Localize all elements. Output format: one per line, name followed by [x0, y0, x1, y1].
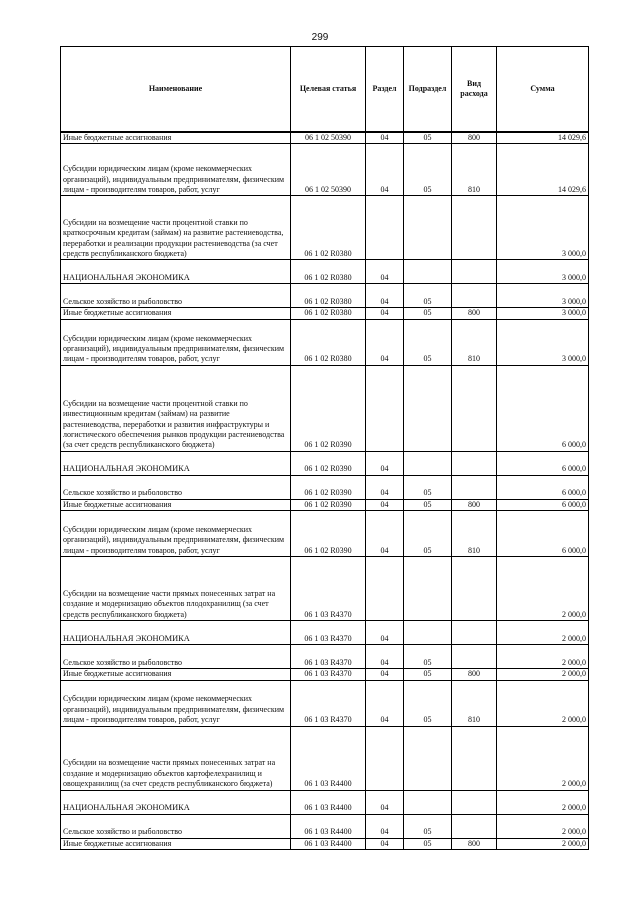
- cell-subsection: 05: [404, 144, 452, 196]
- cell-target: 06 1 03 R4400: [291, 790, 366, 814]
- table-row: [61, 814, 589, 838]
- cell-name: НАЦИОНАЛЬНАЯ ЭКОНОМИКА: [61, 451, 291, 475]
- table-row: [61, 726, 589, 790]
- cell-target: 06 1 02 50390: [291, 132, 366, 144]
- cell-target: 06 1 03 R4370: [291, 621, 366, 645]
- cell-target: 06 1 02 R0390: [291, 511, 366, 557]
- cell-expense-type: [452, 284, 497, 308]
- cell-expense-type: [452, 365, 497, 451]
- cell-name: Иные бюджетные ассигнования: [61, 499, 291, 510]
- cell-section: 04: [366, 132, 404, 144]
- table-row: [61, 365, 589, 451]
- cell-section: 04: [366, 260, 404, 284]
- cell-sum: 2 000,0: [497, 645, 589, 669]
- cell-subsection: 05: [404, 284, 452, 308]
- cell-sum: 2 000,0: [497, 621, 589, 645]
- cell-target: 06 1 02 R0380: [291, 196, 366, 260]
- table-row: [61, 132, 589, 144]
- cell-target: 06 1 02 R0390: [291, 475, 366, 499]
- cell-section: 04: [366, 680, 404, 726]
- table-row: [61, 284, 589, 308]
- cell-section: 04: [366, 790, 404, 814]
- cell-sum: 2 000,0: [497, 814, 589, 838]
- cell-expense-type: 800: [452, 308, 497, 319]
- cell-target: 06 1 02 R0380: [291, 284, 366, 308]
- cell-sum: 2 000,0: [497, 838, 589, 849]
- header-subsection: Подраздел: [404, 47, 452, 133]
- cell-name: Субсидии юридическим лицам (кроме некоммерческих организаций), индивидуальным предпринимателям, физическим лицам - производителям товаров, работ, услуг: [61, 319, 291, 365]
- cell-name: Сельское хозяйство и рыболовство: [61, 284, 291, 308]
- budget-table: [60, 46, 589, 850]
- cell-subsection: [404, 196, 452, 260]
- cell-subsection: 05: [404, 814, 452, 838]
- cell-sum: 2 000,0: [497, 726, 589, 790]
- page-number: 299: [311, 32, 329, 43]
- cell-target: 06 1 03 R4370: [291, 557, 366, 621]
- cell-expense-type: [452, 814, 497, 838]
- cell-expense-type: [452, 726, 497, 790]
- cell-section: 04: [366, 284, 404, 308]
- cell-sum: 6 000,0: [497, 475, 589, 499]
- cell-subsection: [404, 790, 452, 814]
- cell-sum: 14 029,6: [497, 132, 589, 144]
- cell-name: Сельское хозяйство и рыболовство: [61, 475, 291, 499]
- header-expense-type: Вид расхода: [452, 47, 497, 133]
- table-row: [61, 790, 589, 814]
- cell-sum: 2 000,0: [497, 669, 589, 680]
- table-row: [61, 308, 589, 319]
- cell-sum: 6 000,0: [497, 499, 589, 510]
- cell-section: 04: [366, 499, 404, 510]
- cell-section: 04: [366, 308, 404, 319]
- cell-name: НАЦИОНАЛЬНАЯ ЭКОНОМИКА: [61, 621, 291, 645]
- table-row: [61, 451, 589, 475]
- cell-subsection: 05: [404, 132, 452, 144]
- cell-expense-type: [452, 196, 497, 260]
- cell-name: Субсидии юридическим лицам (кроме некоммерческих организаций), индивидуальным предпринимателям, физическим лицам - производителям товаров, работ, услуг: [61, 511, 291, 557]
- cell-subsection: 05: [404, 499, 452, 510]
- cell-expense-type: 800: [452, 838, 497, 849]
- cell-expense-type: [452, 260, 497, 284]
- table-row: [61, 621, 589, 645]
- cell-name: Субсидии на возмещение части прямых понесенных затрат на создание и модернизацию объектов плодохранилищ (за счет средств республиканского бюджета): [61, 557, 291, 621]
- cell-name: Иные бюджетные ассигнования: [61, 669, 291, 680]
- cell-expense-type: 810: [452, 144, 497, 196]
- table-body: [61, 132, 589, 850]
- cell-expense-type: 800: [452, 669, 497, 680]
- cell-name: Субсидии на возмещение части процентной ставки по краткосрочным кредитам (займам) на развитие растениеводства, переработки и реализации продукции растениеводства (за счет средств республиканского бюджета): [61, 196, 291, 260]
- cell-section: 04: [366, 814, 404, 838]
- table-row: [61, 319, 589, 365]
- cell-subsection: 05: [404, 511, 452, 557]
- cell-target: 06 1 02 R0380: [291, 319, 366, 365]
- table-header-row: [61, 47, 589, 133]
- cell-expense-type: 810: [452, 319, 497, 365]
- cell-section: 04: [366, 319, 404, 365]
- cell-sum: 6 000,0: [497, 451, 589, 475]
- cell-expense-type: 800: [452, 499, 497, 510]
- cell-subsection: [404, 451, 452, 475]
- table-row: [61, 499, 589, 510]
- cell-section: 04: [366, 621, 404, 645]
- cell-section: 04: [366, 838, 404, 849]
- cell-subsection: [404, 557, 452, 621]
- header-section: Раздел: [366, 47, 404, 133]
- table-row: [61, 669, 589, 680]
- cell-section: 04: [366, 475, 404, 499]
- cell-subsection: 05: [404, 680, 452, 726]
- cell-section: 04: [366, 645, 404, 669]
- cell-sum: 3 000,0: [497, 284, 589, 308]
- cell-name: Иные бюджетные ассигнования: [61, 838, 291, 849]
- cell-name: Иные бюджетные ассигнования: [61, 132, 291, 144]
- cell-name: Иные бюджетные ассигнования: [61, 308, 291, 319]
- cell-target: 06 1 02 R0390: [291, 499, 366, 510]
- cell-sum: 14 029,6: [497, 144, 589, 196]
- table-row: [61, 557, 589, 621]
- cell-sum: 2 000,0: [497, 680, 589, 726]
- cell-sum: 2 000,0: [497, 557, 589, 621]
- cell-sum: 3 000,0: [497, 308, 589, 319]
- cell-target: 06 1 03 R4370: [291, 645, 366, 669]
- cell-expense-type: [452, 475, 497, 499]
- cell-section: 04: [366, 144, 404, 196]
- cell-target: 06 1 02 R0380: [291, 308, 366, 319]
- cell-target: 06 1 03 R4400: [291, 726, 366, 790]
- cell-section: [366, 196, 404, 260]
- header-sum: Сумма: [497, 47, 589, 133]
- cell-target: 06 1 02 R0390: [291, 451, 366, 475]
- cell-expense-type: 810: [452, 680, 497, 726]
- cell-section: 04: [366, 451, 404, 475]
- header-target: Целевая статья: [291, 47, 366, 133]
- cell-sum: 6 000,0: [497, 511, 589, 557]
- header-name: Наименование: [61, 47, 291, 133]
- cell-sum: 3 000,0: [497, 196, 589, 260]
- cell-name: Субсидии на возмещение части прямых понесенных затрат на создание и модернизацию объектов картофелехранилищ и овощехранилищ (за счет средств республиканского бюджета): [61, 726, 291, 790]
- cell-subsection: 05: [404, 319, 452, 365]
- cell-section: [366, 557, 404, 621]
- cell-target: 06 1 03 R4370: [291, 680, 366, 726]
- cell-subsection: 05: [404, 645, 452, 669]
- cell-name: НАЦИОНАЛЬНАЯ ЭКОНОМИКА: [61, 790, 291, 814]
- cell-target: 06 1 03 R4400: [291, 838, 366, 849]
- table-row: [61, 645, 589, 669]
- cell-sum: 3 000,0: [497, 260, 589, 284]
- cell-subsection: 05: [404, 475, 452, 499]
- table-row: [61, 511, 589, 557]
- cell-section: [366, 726, 404, 790]
- cell-sum: 2 000,0: [497, 790, 589, 814]
- cell-target: 06 1 02 50390: [291, 144, 366, 196]
- cell-section: 04: [366, 669, 404, 680]
- cell-subsection: 05: [404, 308, 452, 319]
- cell-name: Сельское хозяйство и рыболовство: [61, 645, 291, 669]
- cell-expense-type: 800: [452, 132, 497, 144]
- cell-subsection: 05: [404, 669, 452, 680]
- table-row: [61, 680, 589, 726]
- cell-name: Сельское хозяйство и рыболовство: [61, 814, 291, 838]
- cell-target: 06 1 03 R4370: [291, 669, 366, 680]
- cell-expense-type: 810: [452, 511, 497, 557]
- cell-sum: 6 000,0: [497, 365, 589, 451]
- cell-target: 06 1 02 R0380: [291, 260, 366, 284]
- cell-subsection: [404, 621, 452, 645]
- cell-target: 06 1 03 R4400: [291, 814, 366, 838]
- cell-sum: 3 000,0: [497, 319, 589, 365]
- cell-section: [366, 365, 404, 451]
- cell-subsection: [404, 260, 452, 284]
- cell-expense-type: [452, 790, 497, 814]
- cell-expense-type: [452, 557, 497, 621]
- cell-section: 04: [366, 511, 404, 557]
- cell-expense-type: [452, 621, 497, 645]
- cell-expense-type: [452, 451, 497, 475]
- table-row: [61, 196, 589, 260]
- table-row: [61, 475, 589, 499]
- cell-subsection: [404, 726, 452, 790]
- cell-name: Субсидии юридическим лицам (кроме некоммерческих организаций), индивидуальным предпринимателям, физическим лицам - производителям товаров, работ, услуг: [61, 680, 291, 726]
- cell-name: НАЦИОНАЛЬНАЯ ЭКОНОМИКА: [61, 260, 291, 284]
- cell-subsection: 05: [404, 838, 452, 849]
- cell-subsection: [404, 365, 452, 451]
- cell-name: Субсидии на возмещение части процентной ставки по инвестиционным кредитам (займам) на развитие растениеводства, переработки и развития инфраструктуры и логистического обеспечения рынков продукции растениеводства (за счет средств республиканского бюджета): [61, 365, 291, 451]
- table-row: [61, 260, 589, 284]
- cell-target: 06 1 02 R0390: [291, 365, 366, 451]
- table-row: [61, 838, 589, 849]
- table-row: [61, 144, 589, 196]
- cell-name: Субсидии юридическим лицам (кроме некоммерческих организаций), индивидуальным предпринимателям, физическим лицам - производителям товаров, работ, услуг: [61, 144, 291, 196]
- cell-expense-type: [452, 645, 497, 669]
